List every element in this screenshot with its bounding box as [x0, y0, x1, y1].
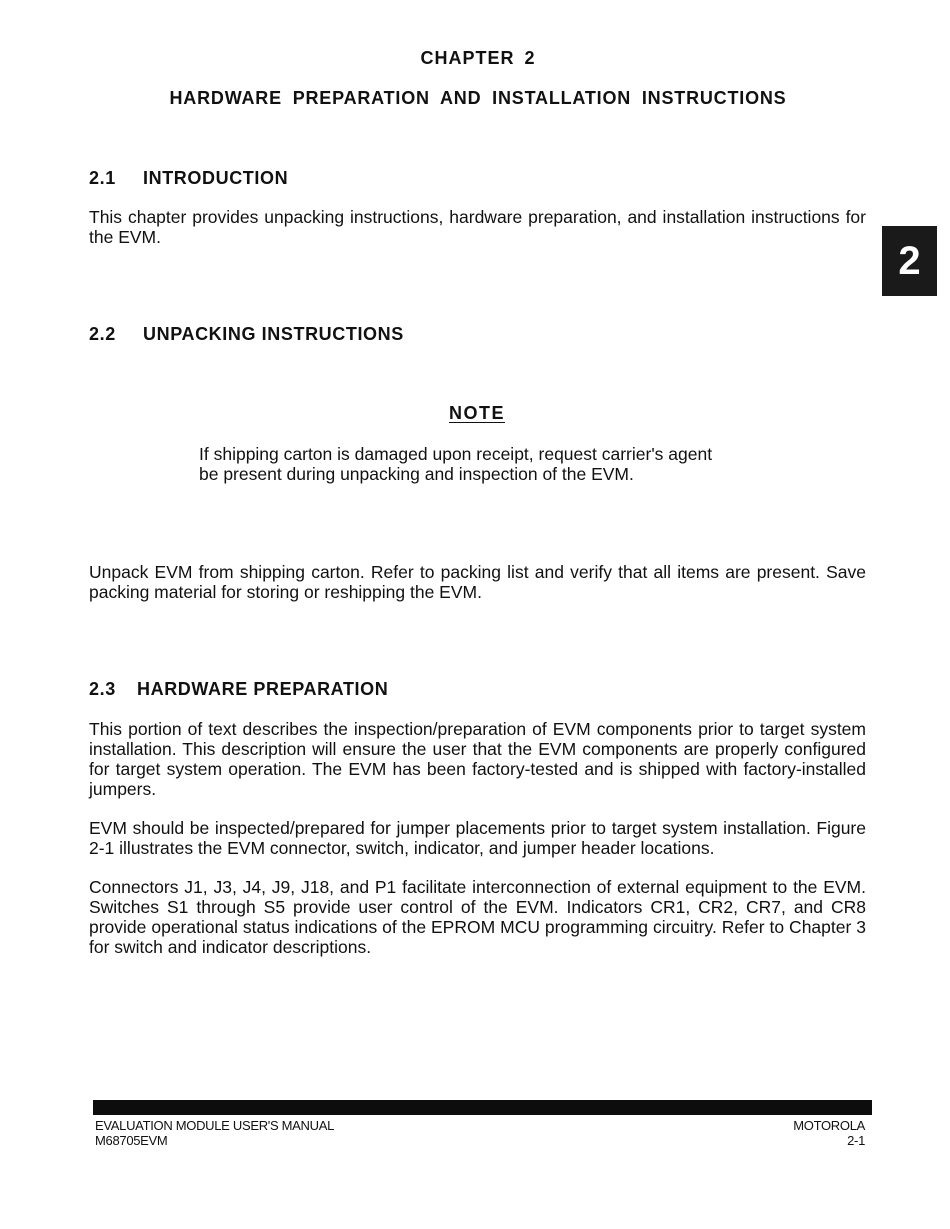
unpacking-paragraph: Unpack EVM from shipping carton. Refer to packing list and verify that all items are present. Save packing material for storing or reshipping the EVM.	[89, 562, 866, 602]
section-heading-introduction	[89, 168, 288, 189]
chapter-tab: 2	[882, 226, 937, 296]
section-title: INTRODUCTION	[143, 168, 289, 188]
footer-right	[700, 1118, 865, 1148]
note-line: If shipping carton is damaged upon receipt, request carrier's agent	[199, 444, 713, 464]
footer-model: M68705EVM	[95, 1133, 168, 1148]
footer-company: MOTOROLA	[793, 1118, 865, 1133]
chapter-title: HARDWARE PREPARATION AND INSTALLATION INSTRUCTIONS	[169, 88, 787, 108]
hardware-paragraph-2: EVM should be inspected/prepared for jumper placements prior to target system installation. Figure 2-1 illustrates the EVM connector, switch, indicator, and jumper header locations.	[89, 818, 866, 858]
section-title: HARDWARE PREPARATION	[137, 679, 389, 699]
footer-page-number: 2-1	[847, 1133, 865, 1148]
chapter-label: CHAPTER 2	[420, 48, 536, 68]
hardware-paragraph-1: This portion of text describes the inspection/preparation of EVM components prior to target system installation. This description will ensure the user that the EVM components are properly configured for target system operation. The EVM has been factory-tested and is shipped with factory-installed jumpers.	[89, 719, 866, 799]
section-title: UNPACKING INSTRUCTIONS	[143, 324, 404, 344]
note-body	[199, 444, 799, 484]
footer-left	[95, 1118, 334, 1148]
footer-manual-title: EVALUATION MODULE USER'S MANUAL	[95, 1118, 335, 1133]
footer-rule	[93, 1100, 872, 1115]
section-heading-unpacking	[89, 324, 404, 345]
section-number: 2.2	[89, 324, 116, 344]
section-number: 2.1	[89, 168, 116, 188]
section-heading-hardware	[89, 679, 388, 700]
section-number: 2.3	[89, 679, 116, 699]
note-line: be present during unpacking and inspection of the EVM.	[199, 464, 634, 484]
intro-paragraph: This chapter provides unpacking instructions, hardware preparation, and installation instructions for the EVM.	[89, 207, 866, 247]
hardware-paragraph-3: Connectors J1, J3, J4, J9, J18, and P1 facilitate interconnection of external equipment to the EVM. Switches S1 through S5 provide user control of the EVM. Indicators CR1, CR2, CR7, and CR8 provide operational status indications of the EPROM MCU programming circuitry. Refer to Chapter 3 for switch and indicator descriptions.	[89, 877, 866, 957]
note-title: NOTE	[448, 403, 505, 423]
